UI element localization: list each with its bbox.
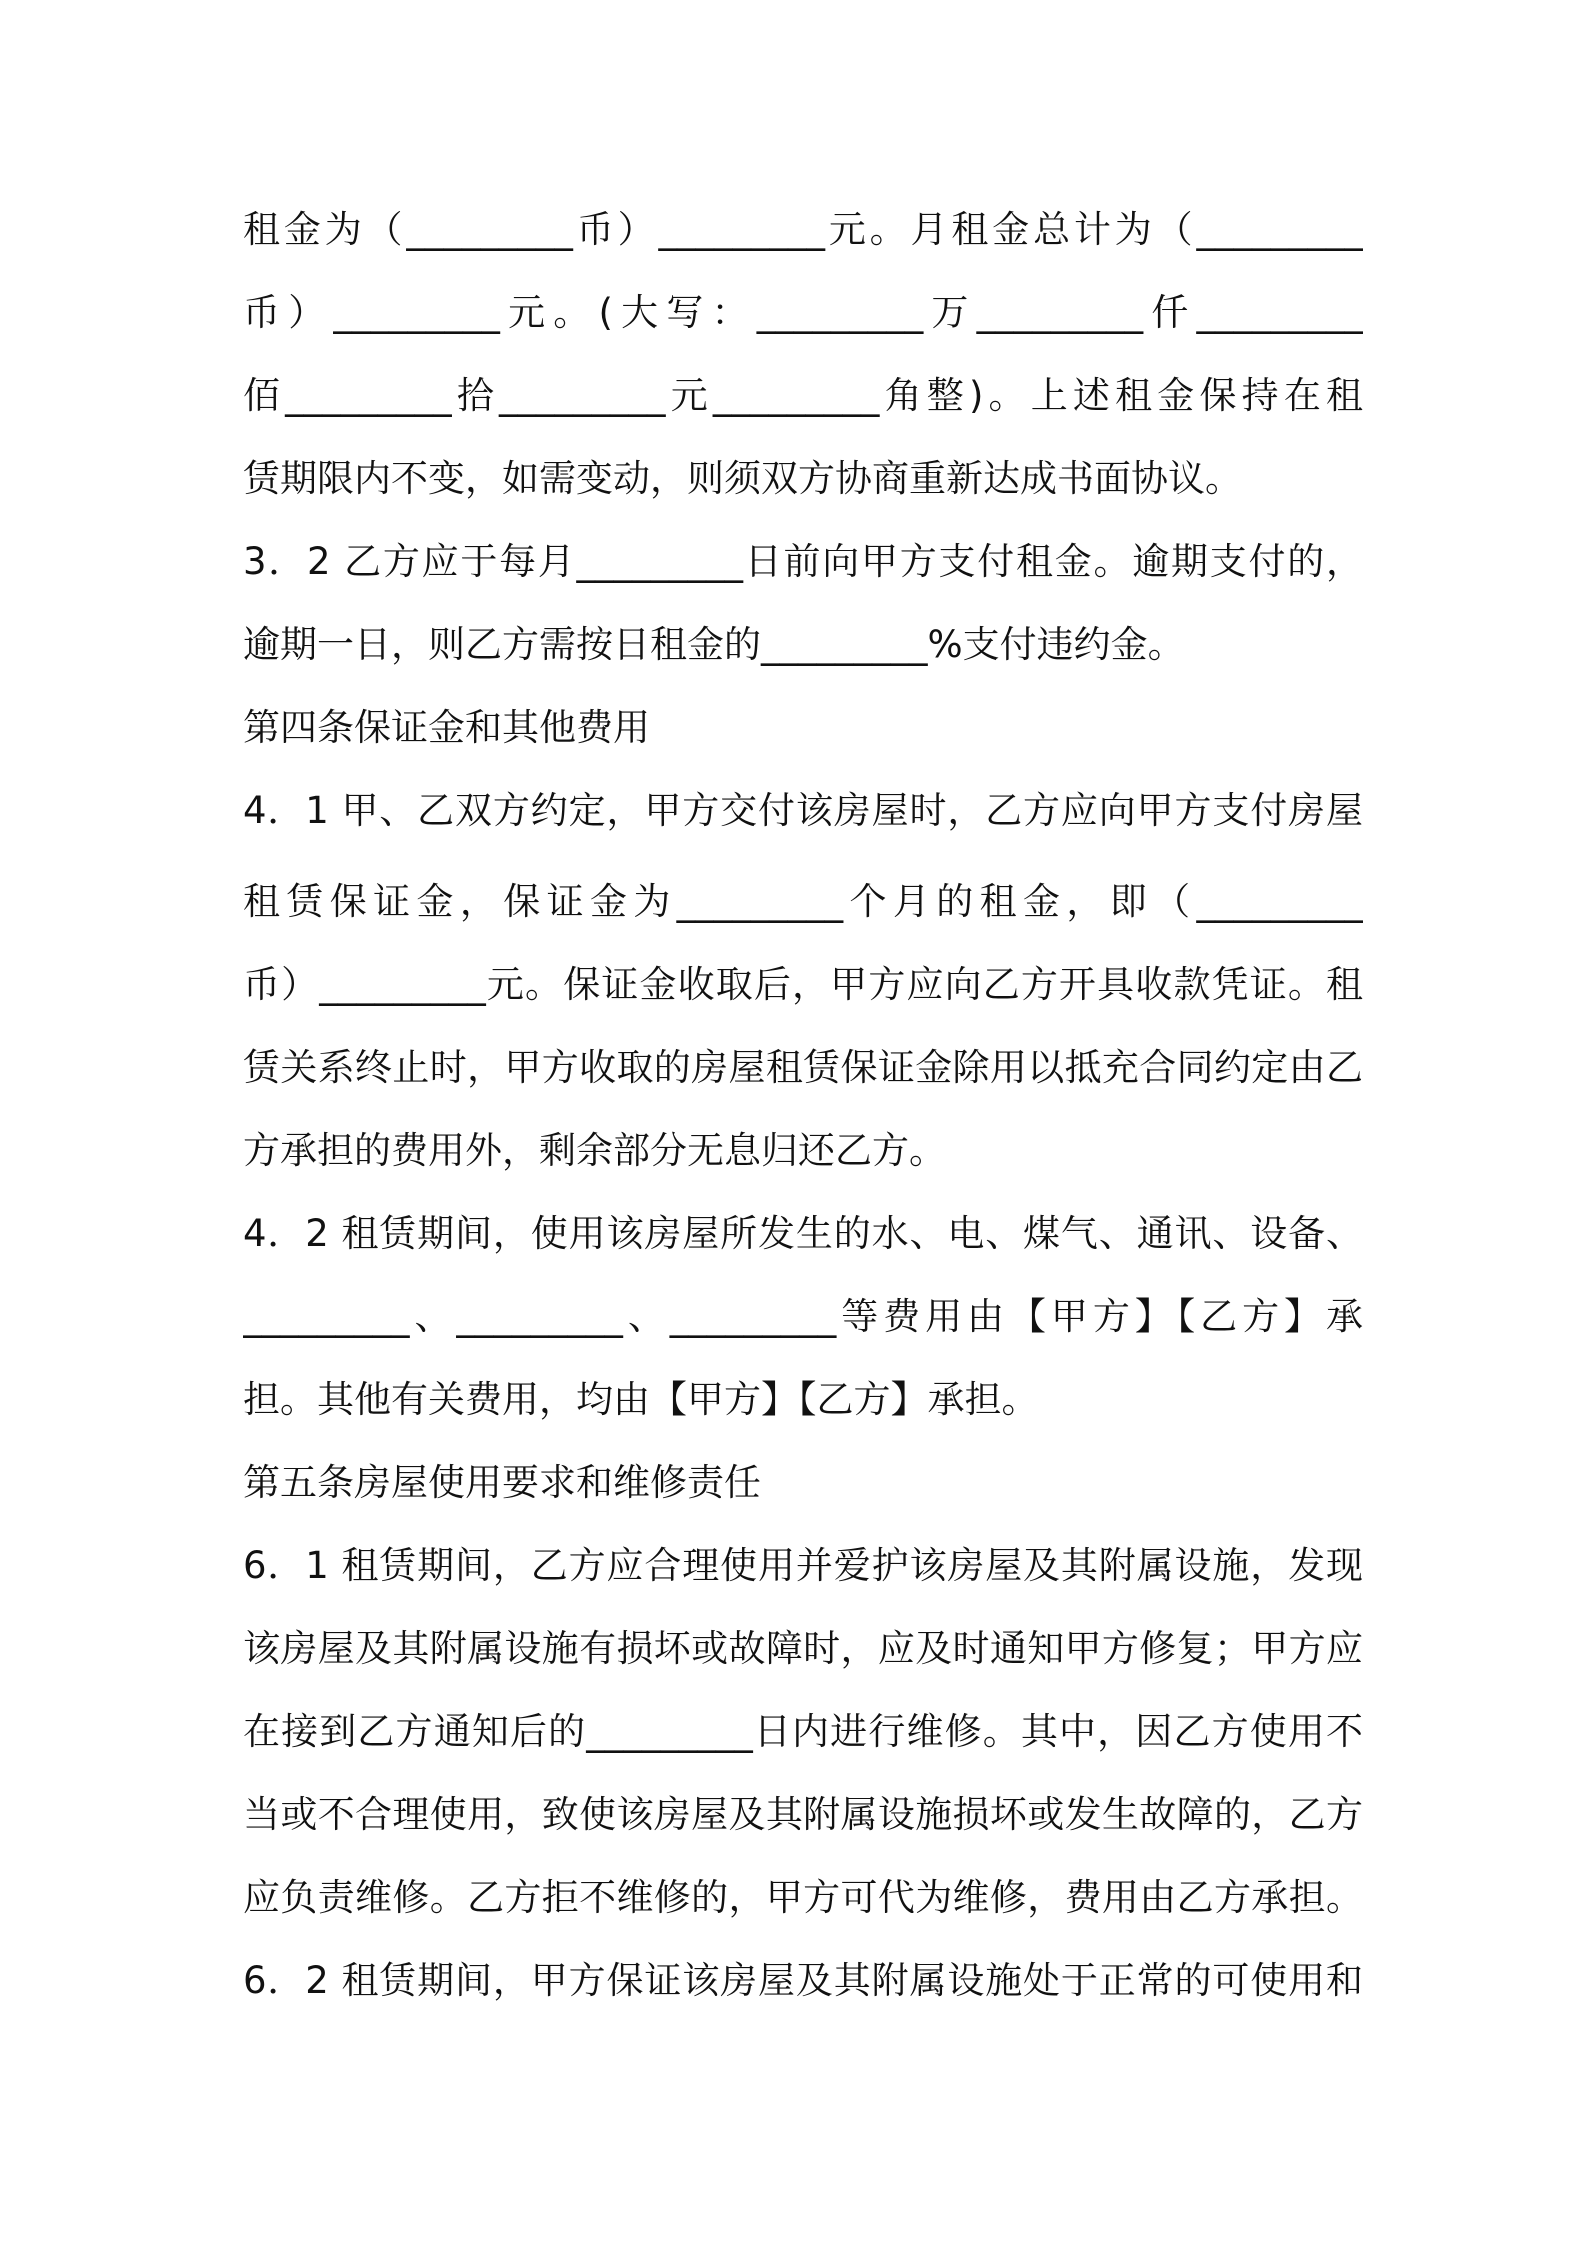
text-line-deposit-termination: 赁关系终止时，甲方收取的房屋租赁保证金除用以抵充合同约定由乙 (243, 1046, 1363, 1089)
clause-4-2: 4．2 租赁期间，使用该房屋所发生的水、电、煤气、通讯、设备、 (243, 1212, 1363, 1255)
text-line-repair-responsibility: 应负责维修。乙方拒不维修的，甲方可代为维修，费用由乙方承担。 (243, 1876, 1363, 1919)
text-line-rent-unchanged: 赁期限内不变，如需变动，则须双方协商重新达成书面协议。 (243, 457, 1242, 500)
text-line-rent-amount: 租金为（_________币）_________元。月租金总计为（_________ (243, 208, 1363, 251)
clause-6-1: 6．1 租赁期间，乙方应合理使用并爱护该房屋及其附属设施，发现 (243, 1544, 1363, 1587)
text-line-deposit-receipt: 币）_________元。保证金收取后，甲方应向乙方开具收款凭证。租 (243, 963, 1363, 1006)
clause-3-2: 3．2 乙方应于每月_________日前向甲方支付租金。逾期支付的， (243, 540, 1363, 583)
text-line-other-fees: 担。其他有关费用，均由【甲方】【乙方】承担。 (243, 1378, 1039, 1421)
section-heading-article-4: 第四条保证金和其他费用 (243, 706, 650, 749)
clause-6-2: 6．2 租赁期间，甲方保证该房屋及其附属设施处于正常的可使用和 (243, 1959, 1363, 2002)
text-line-penalty: 逾期一日，则乙方需按日租金的_________%支付违约金。 (243, 623, 1185, 666)
text-line-deposit-amount: 租赁保证金，保证金为_________个月的租金，即（_________ (243, 880, 1363, 923)
section-heading-article-5: 第五条房屋使用要求和维修责任 (243, 1461, 761, 1504)
text-line-deposit-return: 方承担的费用外，剩余部分无息归还乙方。 (243, 1129, 946, 1172)
text-line-improper-use: 当或不合理使用，致使该房屋及其附属设施损坏或发生故障的，乙方 (243, 1793, 1363, 1836)
text-line-repair-notice: 该房屋及其附属设施有损坏或故障时，应及时通知甲方修复；甲方应 (243, 1627, 1363, 1670)
text-line-repair-days: 在接到乙方通知后的_________日内进行维修。其中，因乙方使用不 (243, 1710, 1363, 1753)
text-line-rent-uppercase: 币）_________元。(大写：_________万_________仟_________ (243, 291, 1363, 334)
clause-4-1: 4．1 甲、乙双方约定，甲方交付该房屋时，乙方应向甲方支付房屋 (243, 789, 1363, 832)
text-line-rent-units: 佰_________拾_________元_________角整)。上述租金保持在租 (243, 374, 1363, 417)
text-line-fees: _________、_________、_________等费用由【甲方】【乙方】承 (243, 1295, 1363, 1338)
